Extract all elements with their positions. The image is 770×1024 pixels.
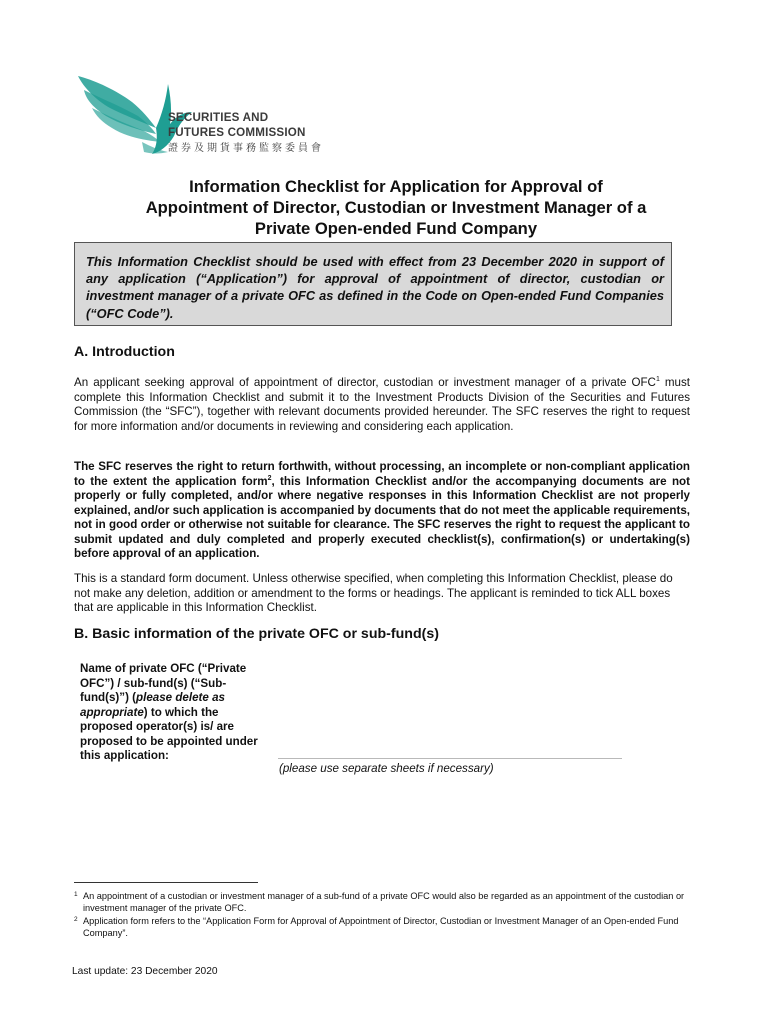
notice-box [74, 242, 672, 326]
section-b-heading: B. Basic information of the private OFC or sub-fund(s) [74, 626, 439, 642]
footnote-ref-1: 1 [655, 376, 660, 384]
intro-paragraph-1: An applicant seeking approval of appointment of director, custodian or investment manager of a private OFC$^1$ must complete this Information Checklist and submit it to the Investment Products Division of the Securities and Futures Commission (the “SFC”), together with relevant documents provided hereunder. The SFC reserves the right to request for more information and/or documents in reviewing and considering each application. [74, 376, 690, 433]
notice-text: This Information Checklist should be used with effect from 23 December 2020 in support of any application (“Application”) for approval of appointment of director, custodian or investment manager of a private OFC as defined in the Code on Open-ended Fund Companies (“OFC Code”). [86, 254, 664, 321]
last-update: Last update: 23 December 2020 [72, 966, 218, 977]
ofc-name-label: Name of private OFC (“Private OFC”) / sub-fund(s) (“Sub-fund(s)”) (please delete as appropriate) to which the proposed operator(s) is/ are proposed to be appointed under this application: [80, 662, 258, 762]
logo-chinese-name: 證券及期貨事務監察委員會 [168, 143, 324, 154]
section-a-heading: A. Introduction [74, 344, 175, 360]
document-title: Information Checklist for Application for Approval of Appointment of Director, Custodian or Investment Manager of a Private Open-ended Fund Company [145, 177, 647, 238]
separate-sheets-note: (please use separate sheets if necessary) [279, 762, 494, 775]
intro-paragraph-2: The SFC reserves the right to return forthwith, without processing, an incomplete or non-compliant application to the extent the application form$^2$, this Information Checklist and/or the accompanying documents are not properly or fully completed, and/or where negative responses in this Information Checklist are not properly explained, and/or such application is accompanied by documents that do not meet the applicable requirements, not in good order or otherwise not suitable for clearance. The SFC reserves the right to request the applicant to submit updated and duly completed and properly executed checklist(s), confirmation(s) or undertaking(s) before approval of an application. [74, 460, 690, 560]
footnote-1: 1 An appointment of a custodian or investment manager of a sub-fund of a private OFC would also be regarded as an appointment of the custodian or investment manager of the private OFC. [74, 891, 685, 913]
footnote-ref-2: 2 [267, 474, 272, 482]
logo-organization-name: SECURITIES AND FUTURES COMMISSION [168, 111, 306, 139]
intro-paragraph-3: This is a standard form document. Unless otherwise specified, when completing this Information Checklist, please do not make any deletion, addition or amendment to the forms or headings. The applicant is reminded to tick ALL boxes that are applicable in this Information Checklist. [74, 572, 673, 614]
footnote-2: 2 Application form refers to the “Application Form for Approval of Appointment of Director, Custodian or Investment Manager of an Open-ended Fund Company”. [74, 916, 679, 938]
ofc-name-input[interactable] [278, 758, 622, 759]
footnote-divider [74, 882, 258, 883]
